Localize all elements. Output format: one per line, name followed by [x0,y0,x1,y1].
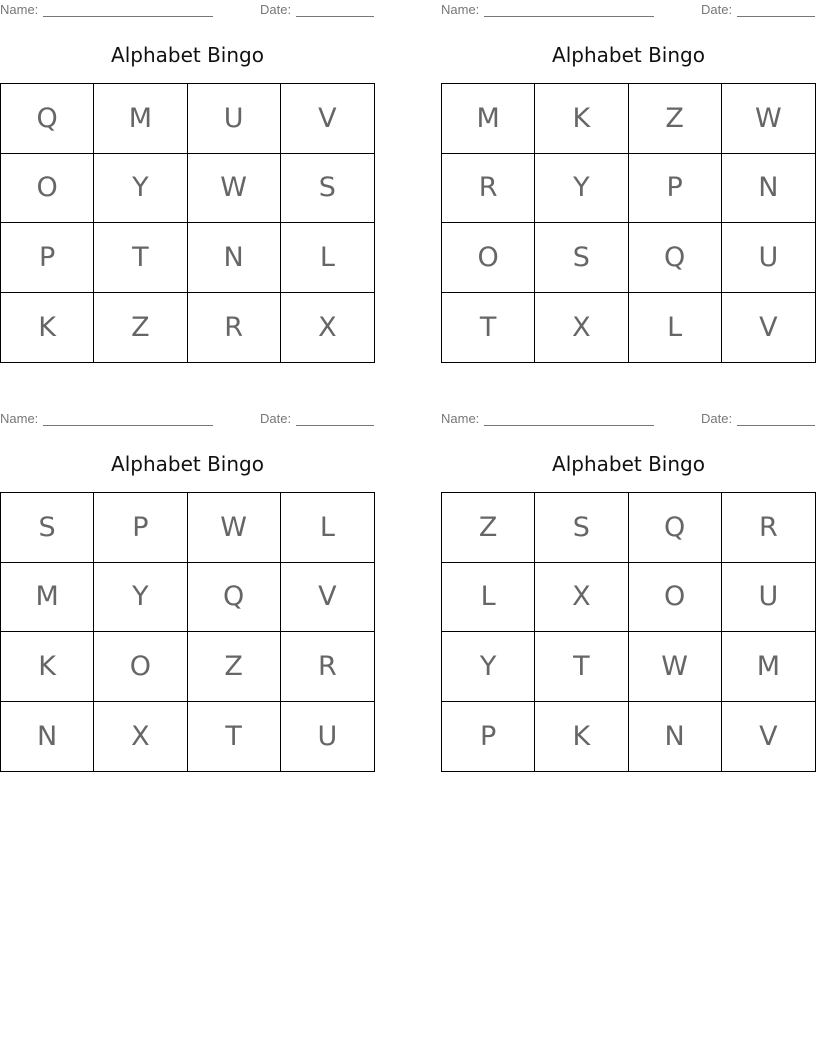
name-label: Name: [0,411,39,426]
bingo-cell: S [281,154,374,224]
bingo-cell: L [281,493,374,563]
bingo-cell: T [442,293,535,363]
date-blank-line[interactable] [296,3,374,17]
bingo-cell: K [1,293,94,363]
name-label: Name: [441,2,480,17]
bingo-cell: P [629,154,722,224]
bingo-cell: Z [94,293,187,363]
name-blank-line[interactable] [43,412,213,426]
bingo-cell: O [94,632,187,702]
bingo-cell: N [722,154,815,224]
date-label: Date: [260,2,292,17]
bingo-cell: L [281,223,374,293]
bingo-cell: M [1,563,94,633]
bingo-cell: N [1,702,94,772]
bingo-cell: V [759,720,778,752]
bingo-cell: K [535,702,628,772]
bingo-cell: T [188,702,281,772]
bingo-cell: L [629,293,722,363]
bingo-cell: R [442,154,535,224]
date-label: Date: [701,2,733,17]
name-label: Name: [0,2,39,17]
name-blank-line[interactable] [484,412,654,426]
bingo-cell: N [629,702,722,772]
bingo-cell: Y [535,154,628,224]
bingo-cell: S [1,493,94,563]
bingo-cell: P [442,702,535,772]
card-header [0,411,375,429]
bingo-cell: S [535,223,628,293]
date-field[interactable] [260,411,374,426]
bingo-cell: P [94,493,187,563]
bingo-cell: R [722,493,815,563]
bingo-card [0,409,375,774]
card-header [441,2,816,20]
name-field[interactable] [0,411,213,426]
bingo-cell: N [188,223,281,293]
bingo-cell: S [535,493,628,563]
bingo-cell: T [535,632,628,702]
bingo-cell: W [188,493,281,563]
bingo-cell: Y [94,563,187,633]
bingo-cell: Y [94,154,187,224]
bingo-cell: Q [629,223,722,293]
bingo-cell: V [281,84,374,154]
bingo-grid [0,83,375,363]
bingo-cell: M [94,84,187,154]
card-title: Alphabet Bingo [111,43,264,67]
bingo-card [441,0,816,365]
bingo-cell: Q [188,563,281,633]
bingo-card [0,0,375,365]
card-header [0,2,375,20]
bingo-cell: U [722,563,815,633]
bingo-cell: Q [629,493,722,563]
bingo-grid [0,492,375,772]
card-title: Alphabet Bingo [552,43,705,67]
bingo-cell: W [188,154,281,224]
name-field[interactable] [0,2,213,17]
card-title: Alphabet Bingo [111,452,264,476]
bingo-cell: O [1,154,94,224]
bingo-grid [441,492,816,772]
bingo-cell: M [442,84,535,154]
bingo-cell: O [442,223,535,293]
bingo-cell: W [629,632,722,702]
bingo-cell: Z [188,632,281,702]
bingo-cell: M [722,632,815,702]
bingo-cell: X [535,563,628,633]
date-label: Date: [260,411,292,426]
card-title: Alphabet Bingo [552,452,705,476]
date-field[interactable] [701,2,815,17]
bingo-cell: V [759,311,778,343]
bingo-cell: U [188,84,281,154]
bingo-cell: R [188,293,281,363]
bingo-cell: Q [1,84,94,154]
name-label: Name: [441,411,480,426]
date-label: Date: [701,411,733,426]
date-blank-line[interactable] [296,412,374,426]
bingo-cell: Y [442,632,535,702]
date-blank-line[interactable] [737,3,815,17]
date-field[interactable] [260,2,374,17]
name-field[interactable] [441,411,654,426]
name-blank-line[interactable] [484,3,654,17]
bingo-cell: T [94,223,187,293]
bingo-cell: X [94,702,187,772]
bingo-cell: R [281,632,374,702]
card-header [441,411,816,429]
bingo-cell: K [1,632,94,702]
bingo-cell: Z [629,84,722,154]
date-field[interactable] [701,411,815,426]
bingo-cell: W [722,84,815,154]
bingo-grid [441,83,816,363]
bingo-cell: X [318,311,337,343]
bingo-cell: U [722,223,815,293]
bingo-card [441,409,816,774]
name-field[interactable] [441,2,654,17]
bingo-cell: O [629,563,722,633]
bingo-cell: U [317,720,338,752]
name-blank-line[interactable] [43,3,213,17]
date-blank-line[interactable] [737,412,815,426]
bingo-cell: Z [442,493,535,563]
bingo-cell: X [535,293,628,363]
bingo-cell: P [1,223,94,293]
bingo-cell: K [535,84,628,154]
bingo-cell: V [281,563,374,633]
bingo-cell: L [442,563,535,633]
